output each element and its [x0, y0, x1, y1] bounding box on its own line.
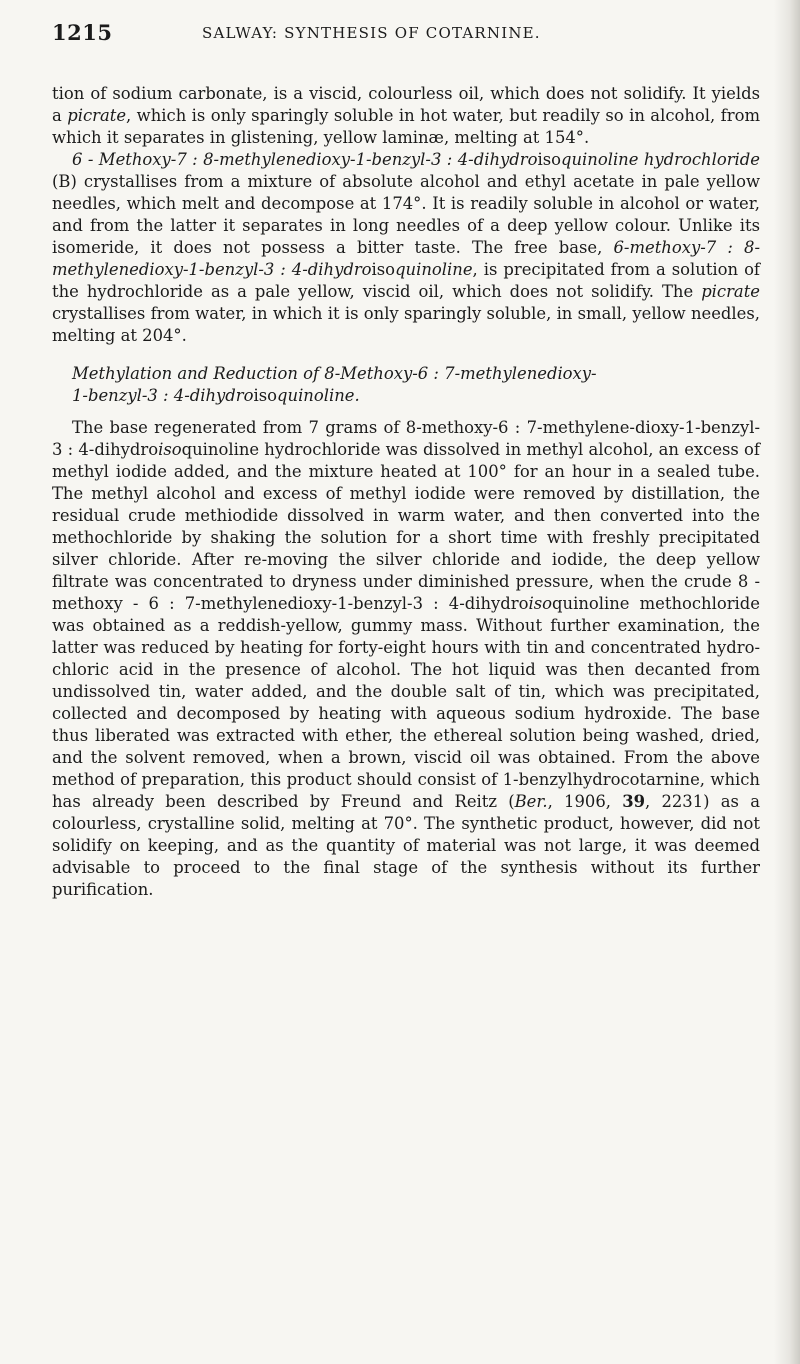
term-picrate: picrate [701, 282, 760, 301]
compound-name: 6-methoxy-7 : 8-methylenedioxy-1-benzyl-3 : 4-dihydro [52, 238, 760, 279]
page-header [52, 20, 742, 50]
citation-page: , 2231) [645, 792, 710, 811]
paragraph-text: as a colourless, crystalline solid, melting at 70°. The synthetic product, however, did not solidify on keeping, and as the quantity of material was not large, it was deemed advisable to proceed to the final stage of the synthesis without its further purification. [52, 792, 760, 899]
paragraph-text: crystallises from water, in which it is only sparingly soluble, in small, yellow needles, melting at 204°. [52, 304, 760, 345]
section-heading-part: quinoline. [277, 386, 360, 405]
paragraph-text: tion of sodium carbonate, is a viscid, colourless oil, which does not solidify. It yields a [52, 84, 760, 125]
running-title: SALWAY: SYNTHESIS OF COTARNINE. [202, 24, 541, 42]
section-heading-line-2 [72, 385, 760, 407]
paragraph-text: , is precipitated from a solution of the hydrochloride as a pale yellow, viscid oil, which does not solidify. The [52, 260, 761, 301]
paragraph-text: quinoline methochloride was obtained as a reddish-yellow, gummy mass. Without further examination, the latter was reduced by heating for forty-eight hours with tin and concentrated hydro-chloric acid in the presence of alcohol. The hot liquid was then decanted from undissolved tin, water added, and the double salt of tin, which was precipitated, collected and decomposed by heating with aqueous sodium hydroxide. The base thus liberated was extracted with ether, the ethereal solution being washed, dried, and the solvent removed, when a brown, viscid oil was obtained. From the above method of preparation, this product should consist of 1-benzylhydrocotarnine, which has already been described by Freund and Reitz ( [52, 594, 760, 811]
paragraph-methylation [52, 417, 760, 901]
paragraph-text: , which is only sparingly soluble in hot water, but readily so in alcohol, from which it separates in glistening, yellow laminæ, melting at 154°. [52, 106, 760, 147]
paragraph-text: quinoline hydrochloride was dissolved in methyl alcohol, an excess of methyl iodide added, and the mixture heated at 100° for an hour in a sealed tube. The methyl alcohol and excess of methyl iodide were removed by distillation, the residual crude methiodide dissolved in warm water, and then converted into the methochloride by shaking the solution for a short time with freshly precipitated silver chloride. After re-moving the silver chloride and iodide, the deep yellow filtrate was concentrated to dryness under diminished pressure, when the crude 8 - methoxy - 6 : 7-methylenedioxy-1-benzyl-3 : 4-dihydro [52, 440, 760, 613]
section-heading-part: 1-benzyl-3 : 4-dihydro [72, 386, 254, 405]
prefix-iso: iso [528, 594, 553, 613]
compound-name: 6 - Methoxy-7 : 8-methylenedioxy-1-benzyl-3 : 4-dihydro [72, 150, 538, 169]
term-picrate: picrate [67, 106, 127, 125]
paragraph-text: The base regenerated from 7 grams of 8-methoxy-6 : 7-methylene-dioxy-1-benzyl-3 : 4-dihydro [52, 418, 760, 459]
prefix-iso: iso [253, 386, 278, 405]
citation-volume: 39 [622, 792, 646, 811]
paragraph-text: (B) crystallises from a mixture of absolute alcohol and ethyl acetate in pale yellow needles, which melt and decompose at 174°. It is readily soluble in alcohol or water, and from the latter it separates in long needles of a deep yellow colour. Unlike its isomeride, it does not possess a bitter taste. The free base, [52, 172, 760, 257]
page-number: 1215 [52, 20, 113, 45]
prefix-iso: iso [371, 260, 396, 279]
body-text [52, 83, 760, 901]
paragraph-hydrochloride-b [52, 149, 760, 347]
citation-year: , 1906, [547, 792, 623, 811]
prefix-iso: iso [158, 440, 182, 459]
compound-name: quinoline [395, 260, 473, 279]
citation-journal: Ber. [514, 792, 548, 811]
compound-name: quinoline hydrochloride [560, 150, 760, 169]
paragraph-sodium-carbonate [52, 83, 760, 149]
section-heading-line-1: Methylation and Reduction of 8-Methoxy-6 : 7-methylenedioxy- [72, 364, 597, 383]
section-heading [52, 363, 760, 407]
prefix-iso: iso [537, 150, 561, 169]
page-edge-shadow [774, 0, 800, 1364]
